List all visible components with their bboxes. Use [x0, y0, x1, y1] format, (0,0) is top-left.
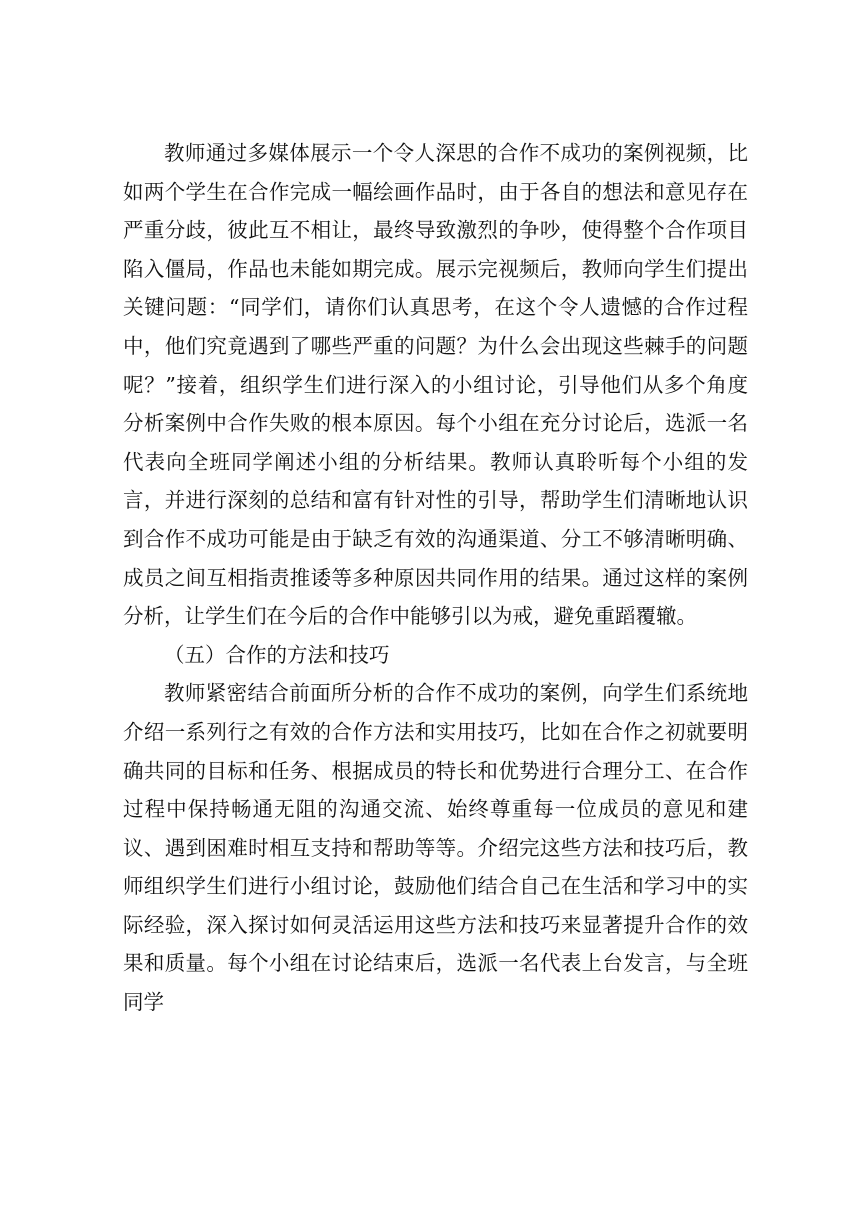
document-body [123, 134, 748, 1022]
section-heading: （五）合作的方法和技巧 [164, 642, 390, 667]
cooperation-methods-paragraph: 教师紧密结合前面所分析的合作不成功的案例，向学生们系统地介绍一系列行之有效的合作方法和实用技巧，比如在合作之初就要明确共同的目标和任务、根据成员的特长和优势进行合理分工、在合作过程中保持畅通无阻的沟通交流、始终尊重每一位成员的意见和建议、遇到困难时相互支持和帮助等等。介绍完这些方法和技巧后，教师组织学生们进行小组讨论，鼓励他们结合自己在生活和学习中的实际经验，深入探讨如何灵活运用这些方法和技巧来显著提升合作的效果和质量。每个小组在讨论结束后，选派一名代表上台发言，与全班同学 [123, 681, 748, 1015]
case-analysis-paragraph: 教师通过多媒体展示一个令人深思的合作不成功的案例视频，比如两个学生在合作完成一幅绘画作品时，由于各自的想法和意见存在严重分歧，彼此互不相让，最终导致激烈的争吵，使得整个合作项目陷入僵局，作品也未能如期完成。展示完视频后，教师向学生们提出关键问题：“同学们，请你们认真思考，在这个令人遗憾的合作过程中，他们究竟遇到了哪些严重的问题？为什么会出现这些棘手的问题呢？”接着，组织学生们进行深入的小组讨论，引导他们从多个角度分析案例中合作失败的根本原因。每个小组在充分讨论后，选派一名代表向全班同学阐述小组的分析结果。教师认真聆听每个小组的发言，并进行深刻的总结和富有针对性的引导，帮助学生们清晰地认识到合作不成功可能是由于缺乏有效的沟通渠道、分工不够清晰明确、成员之间互相指责推诿等多种原因共同作用的结果。通过这样的案例分析，让学生们在今后的合作中能够引以为戒，避免重蹈覆辙。 [123, 141, 748, 629]
